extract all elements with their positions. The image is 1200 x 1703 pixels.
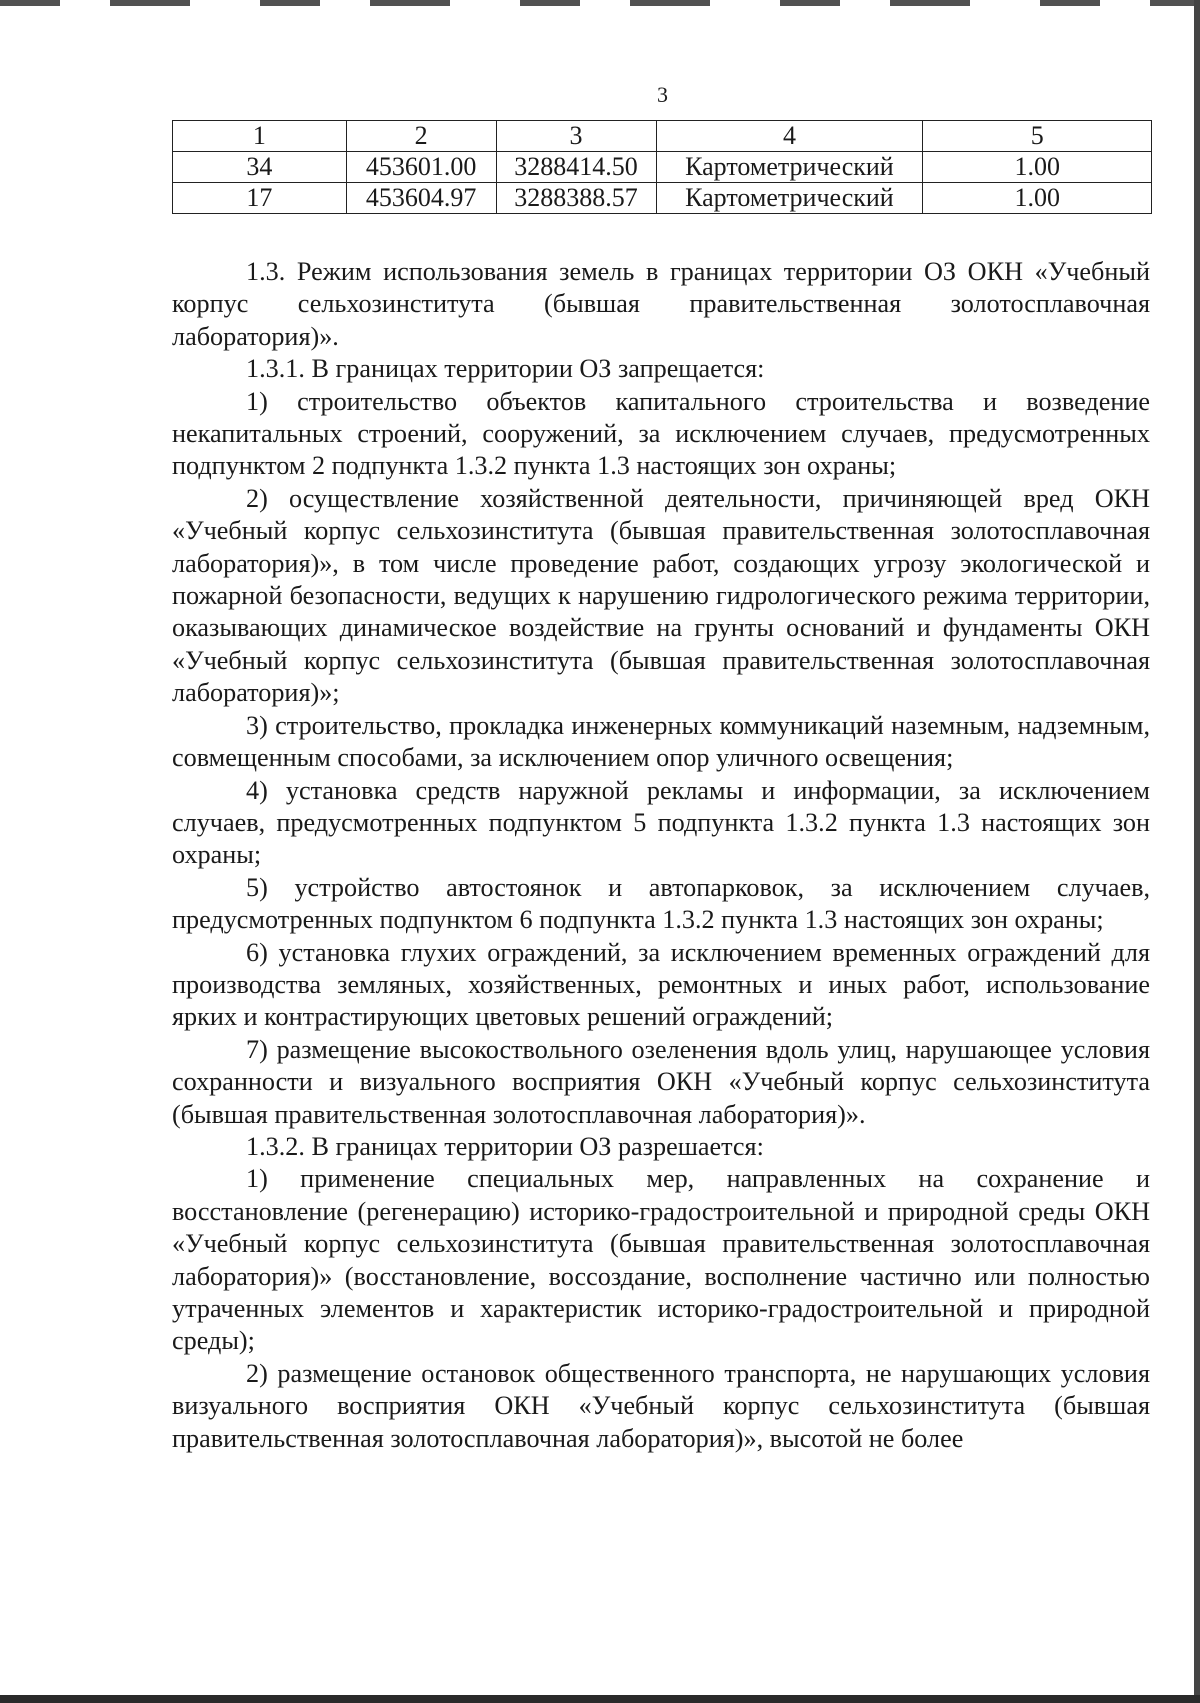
list-item: 2) размещение остановок общественного транспорта, не нарушающих условия визуального восприятия ОКН «Учебный корпус сельхозинститута (бывшая правительственная золотосплавочная лаборатория)», высотой не более [172,1358,1150,1453]
accuracy-cell: 1.00 [923,152,1152,183]
scan-bottom-edge [0,1695,1200,1703]
page-number: 3 [657,82,668,107]
list-item: 5) устройство автостоянок и автопарковок, за исключением случаев, предусмотренных подпунктом 6 подпункта 1.3.2 пункта 1.3 настоящих зон охраны; [172,872,1150,935]
coordinate-y-cell: 3288414.50 [496,152,656,183]
table-header-cell: 1 [173,121,347,152]
document-body [172,256,1150,1455]
coordinate-x-cell: 453604.97 [346,183,496,214]
point-number-cell: 17 [173,183,347,214]
subsection-heading: 1.3.1. В границах территории ОЗ запрещается: [246,354,765,384]
subsection-heading: 1.3.2. В границах территории ОЗ разрешается: [246,1131,764,1161]
table-header-cell: 3 [496,121,656,152]
coordinate-y-cell: 3288388.57 [496,183,656,214]
table-header-row [173,121,1152,152]
coordinate-x-cell: 453601.00 [346,152,496,183]
list-item: 3) строительство, прокладка инженерных коммуникаций наземным, надземным, совмещенным способами, за исключением опор уличного освещения; [172,710,1150,773]
section-heading: 1.3. Режим использования земель в границах территории ОЗ ОКН «Учебный корпус сельхозинститута (бывшая правительственная золотосплавочная лаборатория)». [172,257,1150,351]
method-cell: Картометрический [656,152,923,183]
list-item: 7) размещение высокоствольного озеленения вдоль улиц, нарушающее условия сохранности и визуального восприятия ОКН «Учебный корпус сельхозинститута (бывшая правительственная золотосплавочная лаборатория)». [172,1034,1150,1129]
table-row [173,183,1152,214]
table-header-cell: 4 [656,121,923,152]
list-item: 6) установка глухих ограждений, за исключением временных ограждений для производства земляных, хозяйственных, ремонтных и иных работ, использование ярких и контрастирующих цветовых решений ограждений; [172,937,1150,1032]
scan-top-edge [0,0,1200,6]
method-cell: Картометрический [656,183,923,214]
table-header-cell: 2 [346,121,496,152]
list-item: 2) осуществление хозяйственной деятельности, причиняющей вред ОКН «Учебный корпус сельхозинститута (бывшая правительственная золотосплавочная лаборатория)», в том числе проведение работ, создающих угрозу экологической и пожарной безопасности, ведущих к нарушению гидрологического режима территории, оказывающих динамическое воздействие на грунты оснований и фундаменты ОКН «Учебный корпус сельхозинститута (бывшая правительственная золотосплавочная лаборатория)»; [172,483,1150,708]
list-item: 1) строительство объектов капитального строительства и возведение некапитальных строений, сооружений, за исключением случаев, предусмотренных подпунктом 2 подпункта 1.3.2 пункта 1.3 настоящих зон охраны; [172,386,1150,481]
coordinates-table [172,120,1152,214]
table-header-cell: 5 [923,121,1152,152]
scan-right-edge [1194,0,1200,1703]
table-row [173,152,1152,183]
accuracy-cell: 1.00 [923,183,1152,214]
point-number-cell: 34 [173,152,347,183]
list-item: 1) применение специальных мер, направленных на сохранение и восстановление (регенерацию) историко-градостроительной и природной среды ОКН «Учебный корпус сельхозинститута (бывшая правительственная золотосплавочная лаборатория)» (восстановление, воссоздание, восполнение частично или полностью утраченных элементов и характеристик историко-градостроительной и природной среды); [172,1164,1150,1356]
list-item: 4) установка средств наружной рекламы и информации, за исключением случаев, предусмотренных подпунктом 5 подпункта 1.3.2 пункта 1.3 настоящих зон охраны; [172,775,1150,870]
